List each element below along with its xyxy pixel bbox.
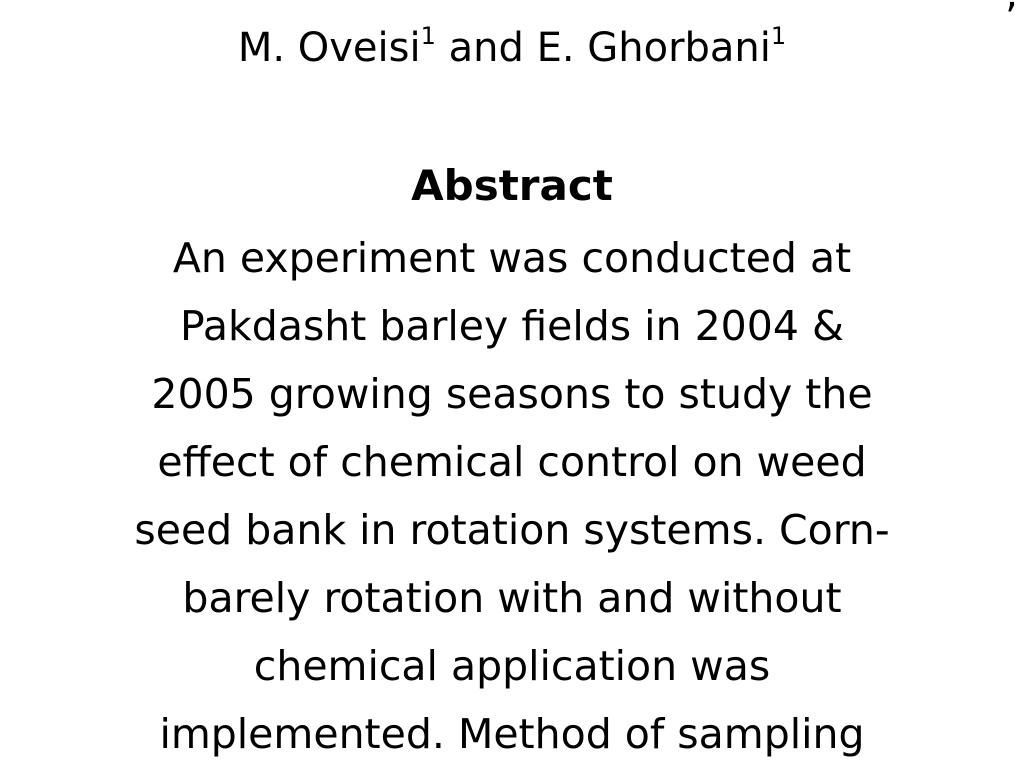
abstract-line: barely rotation with and without (182, 574, 842, 622)
abstract-heading: Abstract (411, 161, 613, 210)
affiliation-marker: 1 (770, 21, 787, 50)
author-name: M. Oveisi (237, 25, 421, 71)
abstract-body (0, 224, 1024, 768)
cut-fragment-right (1005, 0, 1018, 18)
author-name: E. Ghorbani (536, 25, 771, 71)
abstract-line: seed bank in rotation systems. Corn- (134, 506, 890, 554)
abstract-line: implemented. Method of sampling (159, 710, 865, 758)
author-separator: and (435, 25, 537, 71)
affiliation-marker: 1 (420, 21, 436, 50)
abstract-line: An experiment was conducted at (172, 234, 852, 282)
abstract-line: chemical application was (253, 642, 771, 690)
abstract-line: Pakdasht barley fields in 2004 & (180, 302, 844, 350)
author-line (0, 21, 1024, 72)
abstract-line: effect of chemical control on weed (157, 438, 867, 486)
abstract-line: 2005 growing seasons to study the (151, 370, 873, 418)
